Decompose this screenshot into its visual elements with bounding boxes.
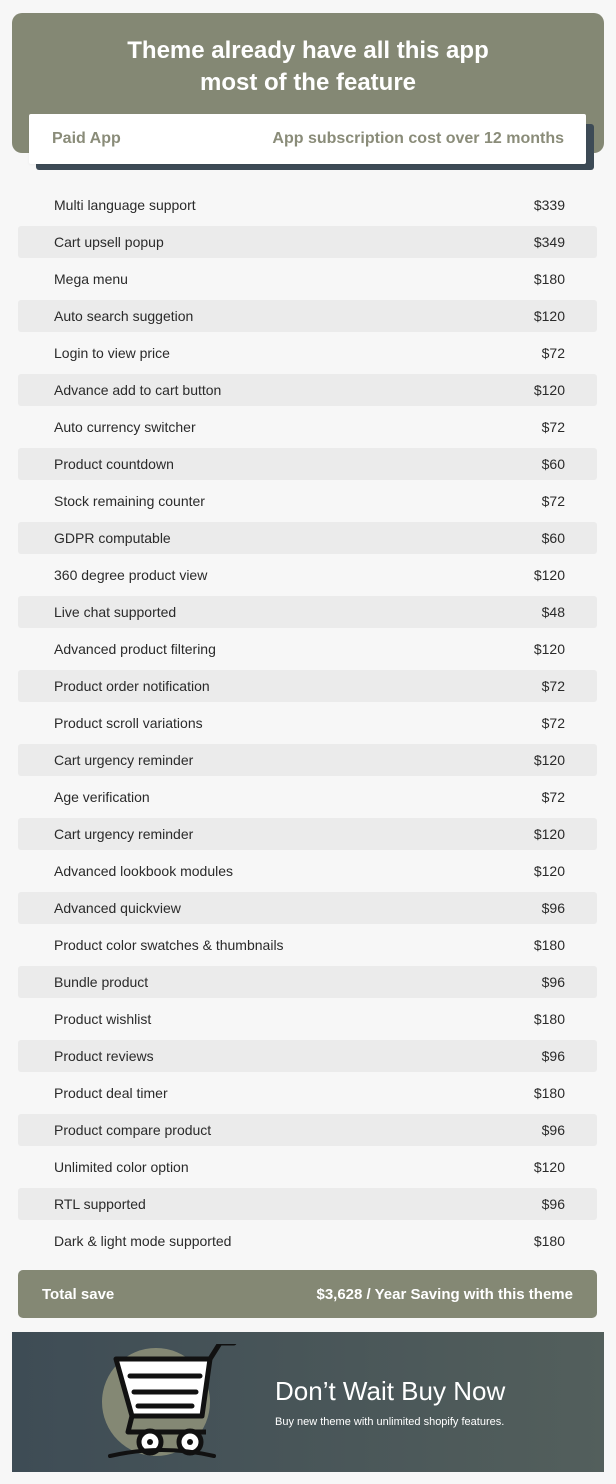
feature-price: $120	[533, 1159, 565, 1175]
feature-price: $96	[541, 1122, 565, 1138]
feature-name: Age verification	[54, 789, 150, 805]
feature-name: Multi language support	[54, 197, 196, 213]
feature-name: Auto search suggetion	[54, 308, 194, 324]
banner-title: Don’t Wait Buy Now	[275, 1376, 506, 1406]
feature-price: $180	[533, 1233, 565, 1249]
feature-name: Product deal timer	[54, 1085, 168, 1101]
list-item	[18, 337, 597, 369]
feature-price: $180	[533, 937, 565, 953]
feature-name: Advanced product filtering	[54, 641, 216, 657]
feature-name: Live chat supported	[54, 604, 177, 620]
list-item	[18, 263, 597, 295]
feature-price: $96	[541, 1196, 565, 1212]
header-title-line2: most of the feature	[199, 69, 417, 96]
feature-name: Stock remaining counter	[54, 493, 205, 509]
header-title	[12, 35, 604, 99]
total-save-label: Total save	[42, 1285, 115, 1303]
feature-name: Bundle product	[54, 974, 149, 990]
feature-price: $60	[541, 530, 565, 546]
feature-name: Login to view price	[54, 345, 170, 361]
column-header-ribbon	[29, 114, 586, 164]
list-item	[18, 559, 597, 591]
list-item	[18, 855, 597, 887]
feature-name: Cart urgency reminder	[54, 752, 194, 768]
list-item	[18, 781, 597, 813]
list-item	[18, 707, 597, 739]
feature-price: $72	[541, 419, 565, 435]
list-item	[18, 226, 597, 258]
list-item	[18, 818, 597, 850]
feature-name: Advanced quickview	[54, 900, 181, 916]
feature-price: $60	[541, 456, 565, 472]
list-item	[18, 892, 597, 924]
list-item	[18, 1188, 597, 1220]
list-item	[18, 929, 597, 961]
feature-name: Cart upsell popup	[54, 234, 164, 250]
list-item	[18, 1114, 597, 1146]
list-item	[18, 189, 597, 221]
feature-price: $120	[533, 382, 565, 398]
list-item	[18, 1225, 597, 1257]
feature-price: $120	[533, 641, 565, 657]
list-item	[18, 670, 597, 702]
feature-name: Product color swatches & thumbnails	[54, 937, 284, 953]
feature-price: $96	[541, 974, 565, 990]
feature-cost-list	[18, 189, 597, 1262]
feature-price: $72	[541, 345, 565, 361]
list-item	[18, 1151, 597, 1183]
feature-name: Product scroll variations	[54, 715, 203, 731]
list-item	[18, 448, 597, 480]
feature-name: Product reviews	[54, 1048, 154, 1064]
list-item	[18, 411, 597, 443]
feature-name: Dark & light mode supported	[54, 1233, 232, 1249]
list-item	[18, 966, 597, 998]
feature-price: $349	[533, 234, 565, 250]
feature-price: $339	[533, 197, 565, 213]
column-header-cost: App subscription cost over 12 months	[272, 130, 564, 147]
feature-name: Unlimited color option	[54, 1159, 189, 1175]
list-item	[18, 522, 597, 554]
feature-price: $96	[541, 1048, 565, 1064]
feature-name: Cart urgency reminder	[54, 826, 194, 842]
list-item	[18, 374, 597, 406]
buy-now-banner[interactable]	[12, 1332, 604, 1472]
feature-price: $180	[533, 271, 565, 287]
list-item	[18, 1003, 597, 1035]
feature-price: $180	[533, 1085, 565, 1101]
banner-subtitle: Buy new theme with unlimited shopify features.	[275, 1416, 505, 1428]
list-item	[18, 1077, 597, 1109]
list-item	[18, 485, 597, 517]
feature-price: $180	[533, 1011, 565, 1027]
feature-price: $72	[541, 789, 565, 805]
feature-price: $120	[533, 752, 565, 768]
feature-name: Product compare product	[54, 1122, 212, 1138]
feature-price: $120	[533, 826, 565, 842]
list-item	[18, 1040, 597, 1072]
total-save-value: $3,628 / Year Saving with this theme	[316, 1285, 573, 1303]
header-title-line1: Theme already have all this app	[127, 37, 489, 64]
feature-price: $120	[533, 567, 565, 583]
list-item	[18, 633, 597, 665]
feature-name: Advanced lookbook modules	[54, 863, 234, 879]
feature-price: $72	[541, 678, 565, 694]
list-item	[18, 596, 597, 628]
feature-name: Product wishlist	[54, 1011, 152, 1027]
feature-price: $72	[541, 715, 565, 731]
feature-price: $96	[541, 900, 565, 916]
feature-price: $72	[541, 493, 565, 509]
feature-name: Advance add to cart button	[54, 382, 222, 398]
feature-name: Product countdown	[54, 456, 174, 472]
list-item	[18, 300, 597, 332]
feature-name: Product order notification	[54, 678, 210, 694]
shopping-cart-icon	[102, 1344, 252, 1459]
feature-name: 360 degree product view	[54, 567, 208, 583]
total-save-bar	[18, 1270, 597, 1318]
feature-name: GDPR computable	[54, 530, 171, 546]
feature-price: $120	[533, 308, 565, 324]
feature-price: $48	[541, 604, 565, 620]
feature-price: $120	[533, 863, 565, 879]
list-item	[18, 744, 597, 776]
column-header-paid-app: Paid App	[52, 130, 121, 147]
feature-name: Auto currency switcher	[54, 419, 196, 435]
feature-name: RTL supported	[54, 1196, 146, 1212]
feature-name: Mega menu	[54, 271, 128, 287]
